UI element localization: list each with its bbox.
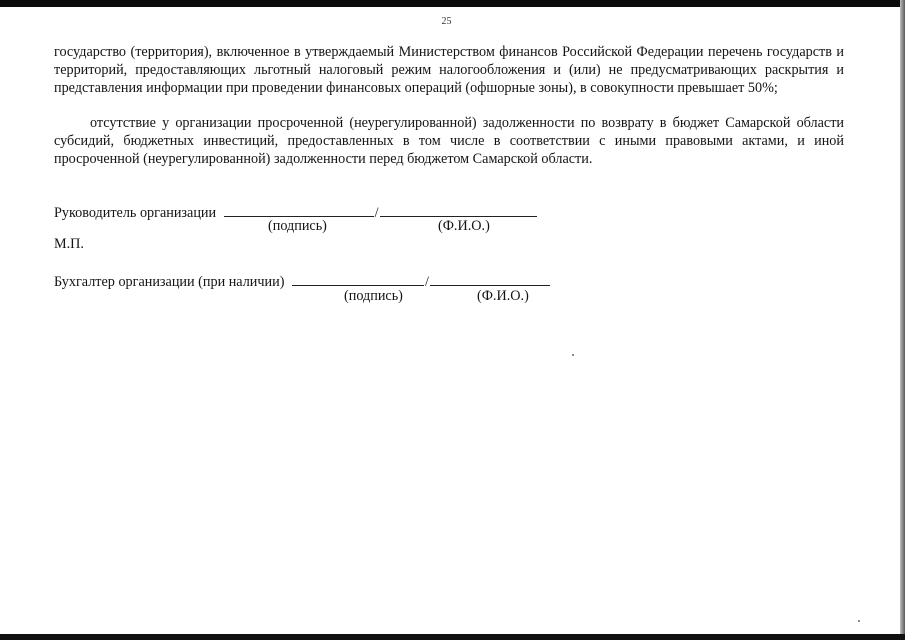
head-name-blank	[380, 202, 537, 217]
head-signature-slash: /	[374, 205, 379, 221]
head-signature-caption: (подпись)	[268, 218, 327, 234]
accountant-signature-line	[54, 271, 550, 291]
scan-speck	[572, 354, 574, 356]
stamp-place: М.П.	[54, 236, 84, 252]
paragraph-no-overdue-debt: отсутствие у организации просроченной (неурегулированной) задолженности по возврату в бюджет Самарской области субсидий, бюджетных инвестиций, предоставленных в том числе в соответствии с иными правовыми актами, и иной просроченной (неурегулированной) задолженности перед бюджетом Самарской области.	[54, 115, 844, 167]
head-signature-label: Руководитель организации	[54, 205, 217, 221]
paragraph-offshore-share: государство (территория), включенное в утверждаемый Министерством финансов Российской Федерации перечень государств и территорий, предоставляющих льготный налоговый режим налогообложения и (или) не предусматривающих раскрытия и представления информации при проведении финансовых операций (офшорные зоны), в совокупности превышает 50%;	[54, 44, 844, 96]
head-signature-blank	[224, 202, 374, 217]
head-name-caption: (Ф.И.О.)	[438, 218, 490, 234]
scan-border-top	[0, 0, 905, 7]
scan-border-bottom	[0, 634, 905, 640]
accountant-signature-label: Бухгалтер организации (при наличии)	[54, 274, 285, 290]
accountant-name-blank	[430, 271, 550, 286]
accountant-signature-caption: (подпись)	[344, 288, 403, 304]
scan-speck	[858, 620, 860, 622]
accountant-signature-blank	[292, 271, 424, 286]
accountant-signature-slash: /	[424, 274, 429, 290]
accountant-name-caption: (Ф.И.О.)	[477, 288, 529, 304]
page-number: 25	[441, 16, 452, 27]
scan-border-right	[900, 0, 905, 640]
